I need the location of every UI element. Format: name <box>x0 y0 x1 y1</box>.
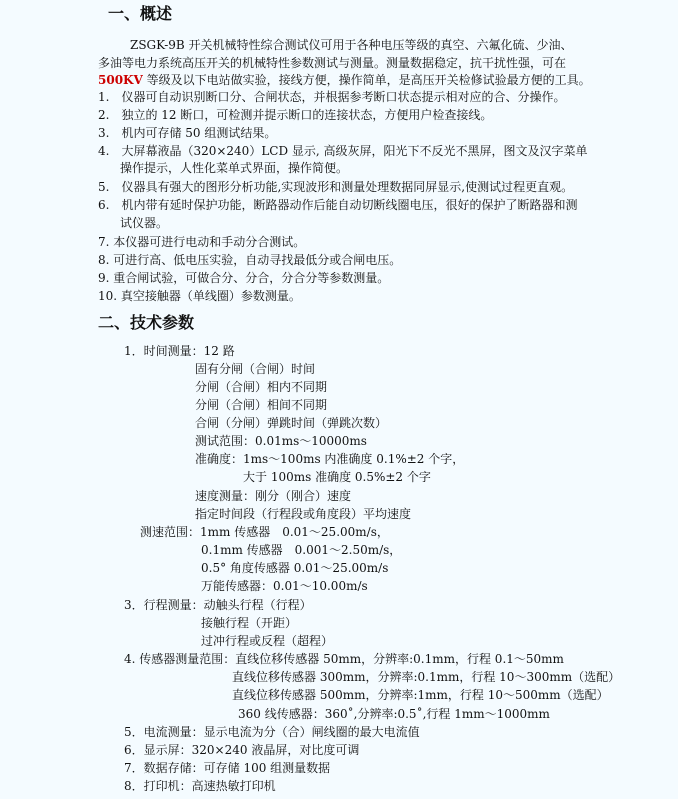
spec-line: 8．打印机：高速热敏打印机 <box>124 779 276 793</box>
overview-item: 10. 真空接触器（单线圈）参数测量。 <box>98 289 301 303</box>
spec-line: 0.1mm 传感器 0.001～2.50m/s， <box>201 543 402 557</box>
spec-line: 0.5° 角度传感器 0.01～25.00m/s <box>201 561 389 575</box>
spec-line: 固有分闸（合闸）时间 <box>195 362 316 376</box>
spec-line: 测速范围：1mm 传感器 0.01～25.00m/s， <box>140 525 389 539</box>
overview-item: 7. 本仪器可进行电动和手动分合测试。 <box>98 235 306 249</box>
section-heading-specs: 二、技术参数 <box>98 313 195 332</box>
overview-item: 4. 大屏幕液晶（320×240）LCD 显示, 高级灰屏，阳光下不反光不黑屏，图文及汉字菜单 <box>98 144 588 158</box>
section-heading-overview: 一、概述 <box>108 4 173 23</box>
spec-line: 3．行程测量：动触头行程（行程） <box>124 598 312 612</box>
overview-item: 9. 重合闸试验，可做合分、分合，分合分等参数测量。 <box>98 271 390 285</box>
overview-item: 8. 可进行高、低电压实验，自动寻找最低分或合闸电压。 <box>98 253 402 267</box>
overview-item-continuation: 操作提示，人性化菜单式界面，操作简便。 <box>120 161 349 175</box>
spec-line: 360 线传感器：360˚,分辨率:0.5˚,行程 1mm～1000mm <box>238 707 550 721</box>
spec-line: 接触行程（开距） <box>201 616 298 630</box>
spec-line: 大于 100ms 准确度 0.5%±2 个字 <box>243 470 431 484</box>
spec-line: 分闸（合闸）相间不同期 <box>195 398 328 412</box>
spec-line: 合闸（分闸）弹跳时间（弹跳次数） <box>195 416 388 430</box>
intro-line: 多油等电力系统高压开关的机械特性参数测试与测量。测量数据稳定，抗干扰性强，可在 <box>98 56 567 70</box>
spec-line: 分闸（合闸）相内不同期 <box>195 380 328 394</box>
overview-item-continuation: 试仪器。 <box>120 216 169 230</box>
spec-line: 测试范围：0.01ms～10000ms <box>195 434 367 448</box>
intro-line: ZSGK-9B 开关机械特性综合测试仪可用于各种电压等级的真空、六氟化硫、少油、 <box>130 38 573 52</box>
spec-line: 过冲行程或反程（超程） <box>201 634 334 648</box>
spec-line: 速度测量：刚分（刚合）速度 <box>195 489 352 503</box>
overview-item: 3. 机内可存储 50 组测试结果。 <box>98 126 277 140</box>
overview-item: 5. 仪器具有强大的图形分析功能,实现波形和测量处理数据同屏显示,使测试过程更直观。 <box>98 180 574 194</box>
spec-line: 直线位移传感器 300mm，分辨率:0.1mm，行程 10～300mm（选配） <box>232 670 621 684</box>
overview-item: 2. 独立的 12 断口，可检测并提示断口的连接状态，方便用户检查接线。 <box>98 108 493 122</box>
spec-line: 6．显示屏：320×240 液晶屏，对比度可调 <box>124 743 360 757</box>
spec-line: 4. 传感器测量范围：直线位移传感器 50mm，分辨率:0.1mm，行程 0.1～50mm <box>124 652 564 666</box>
overview-item: 6. 机内带有延时保护功能，断路器动作后能自动切断线圈电压，很好的保护了断路器和测 <box>98 198 578 212</box>
spec-line: 指定时间段（行程段或角度段）平均速度 <box>195 507 412 521</box>
voltage-highlight: 500KV <box>98 73 143 87</box>
spec-line: 直线位移传感器 500mm，分辨率:1mm，行程 10～500mm（选配） <box>232 688 609 702</box>
spec-line: 5．电流测量：显示电流为分（合）闸线圈的最大电流值 <box>124 725 420 739</box>
spec-line: 准确度：1ms～100ms 内准确度 0.1%±2 个字， <box>195 452 465 466</box>
overview-item: 1. 仪器可自动识别断口分、合闸状态，并根据参考断口状态提示相对应的合、分操作。 <box>98 90 566 104</box>
spec-line: 万能传感器：0.01～10.00m/s <box>201 579 368 593</box>
intro-line <box>98 72 591 88</box>
intro-line-rest: 等级及以下电站做实验，接线方便，操作简单，是高压开关检修试验最方便的工具。 <box>142 73 591 87</box>
spec-line: 1．时间测量：12 路 <box>124 344 235 358</box>
spec-line: 7．数据存储：可存储 100 组测量数据 <box>124 761 331 775</box>
